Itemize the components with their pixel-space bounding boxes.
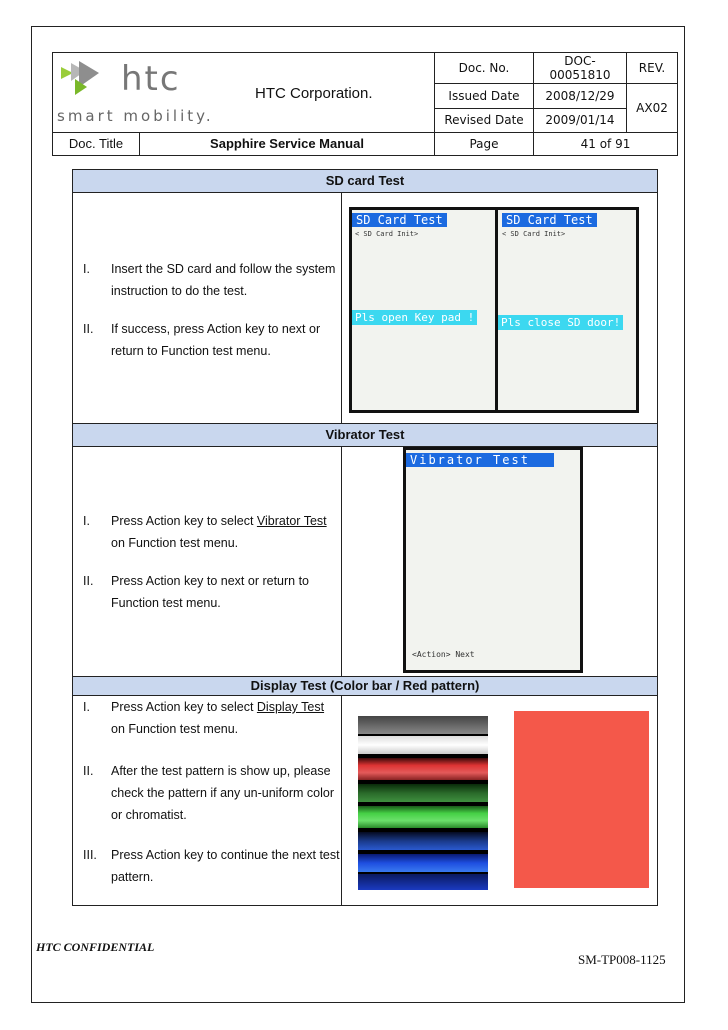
logo-area: [53, 53, 435, 133]
instructions-column: [73, 447, 342, 676]
step-text: Press Action key to select Vibrator Test on Function test menu.: [111, 514, 327, 550]
htc-logo-text: htc: [121, 59, 181, 99]
htc-logo-icon: [57, 59, 117, 99]
step-text: Press Action key to select Display Test on Function test menu.: [111, 700, 325, 736]
step-item: [83, 258, 343, 302]
revised-date-label: Revised Date: [435, 109, 534, 132]
section-title: Vibrator Test: [73, 424, 657, 447]
step-number: II.: [83, 322, 94, 336]
screen-subtitle: < SD Card Init>: [355, 230, 419, 238]
doc-no-value: DOC-00051810: [534, 53, 627, 84]
step-number: I.: [83, 514, 90, 528]
display-test-link: Display Test: [256, 700, 325, 714]
sd-screen-door: [495, 207, 639, 413]
screen-subtitle: < SD Card Init>: [502, 230, 566, 238]
step-item: [83, 696, 343, 740]
step-number: II.: [83, 574, 94, 588]
confidential-label: HTC CONFIDENTIAL: [36, 940, 155, 954]
instructions-column: [73, 696, 342, 905]
section-title: SD card Test: [73, 170, 657, 193]
step-number: I.: [83, 700, 90, 714]
rev-value: AX02: [627, 83, 678, 132]
step-item: [83, 844, 343, 888]
screen-title: Vibrator Test: [406, 453, 554, 467]
step-item: [83, 510, 343, 554]
sd-screen-keypad: [349, 207, 498, 413]
form-code: SM-TP008-1125: [578, 952, 666, 967]
color-bar-pattern: [358, 716, 488, 890]
screen-banner: Pls open Key pad !: [352, 310, 477, 325]
issued-date-value: 2008/12/29: [534, 83, 627, 108]
doc-no-label: Doc. No.: [435, 53, 534, 84]
vibrator-screen: [403, 447, 583, 673]
company-name: HTC Corporation.: [255, 85, 373, 102]
vibrator-test-link: Vibrator Test: [256, 514, 327, 528]
screen-title: SD Card Test: [352, 213, 447, 227]
page-value: 41 of 91: [534, 132, 678, 155]
red-pattern: [514, 711, 649, 888]
screen-banner: Pls close SD door!: [498, 315, 623, 330]
step-item: [83, 760, 343, 826]
step-number: I.: [83, 262, 90, 276]
logo-tagline: smart mobility.: [57, 107, 214, 125]
section-title: Display Test (Color bar / Red pattern): [73, 677, 657, 696]
step-item: [83, 318, 343, 362]
screen-footer: <Action> Next: [412, 650, 475, 659]
issued-date-label: Issued Date: [435, 83, 534, 108]
step-text: Press Action key to next or return to Function test menu.: [111, 574, 310, 610]
screen-title: SD Card Test: [502, 213, 597, 227]
step-text: Insert the SD card and follow the system instruction to do the test.: [111, 262, 336, 298]
step-text: Press Action key to continue the next test pattern.: [111, 848, 340, 884]
revised-date-value: 2009/01/14: [534, 109, 627, 132]
step-text: After the test pattern is show up, please check the pattern if any un-uniform color or chromatist.: [111, 764, 335, 822]
instructions-column: [73, 193, 342, 423]
step-item: [83, 570, 343, 614]
step-text: If success, press Action key to next or return to Function test menu.: [111, 322, 321, 358]
rev-label: REV.: [627, 53, 678, 84]
document-header: [52, 52, 678, 156]
vibrator-test-section: [72, 424, 658, 677]
step-number: II.: [83, 764, 94, 778]
doc-title-value: Sapphire Service Manual: [140, 132, 435, 155]
step-number: III.: [83, 848, 97, 862]
sd-card-test-section: [72, 169, 658, 424]
doc-title-label: Doc. Title: [53, 132, 140, 155]
display-test-section: [72, 677, 658, 906]
page-label: Page: [435, 132, 534, 155]
